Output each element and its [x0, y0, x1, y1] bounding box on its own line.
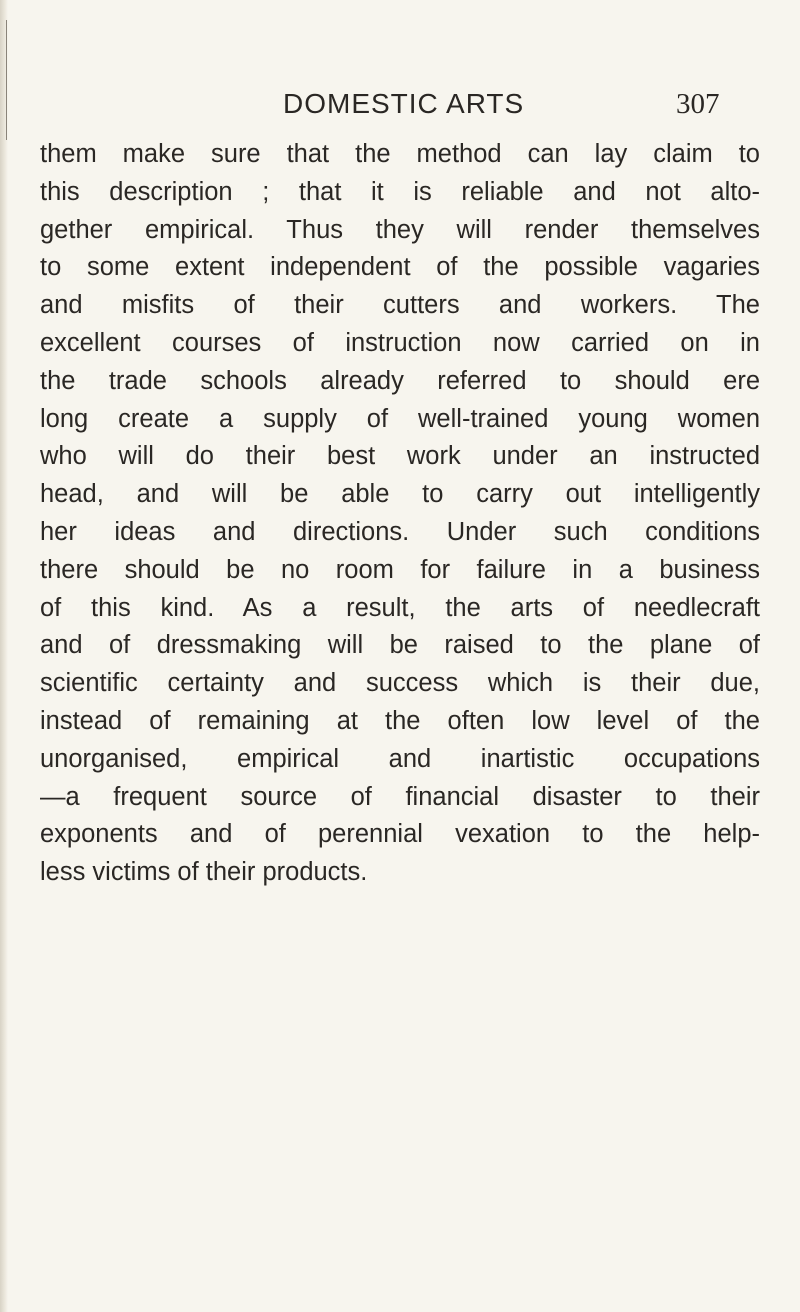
- text-line: less victims of their products.: [40, 858, 368, 887]
- text-line: long create a supply of well-trained young women: [40, 404, 760, 433]
- text-line: who will do their best work under an instructed: [40, 442, 760, 471]
- text-line: this description ; that it is reliable and not alto-: [40, 177, 760, 206]
- text-line: head, and will be able to carry out intelligently: [40, 480, 760, 509]
- text-line: —a frequent source of financial disaster to their: [40, 782, 760, 811]
- running-title: DOMESTIC ARTS: [283, 88, 525, 119]
- text-line: to some extent independent of the possible vagaries: [40, 253, 760, 282]
- text-line: and of dressmaking will be raised to the plane of: [40, 631, 760, 660]
- text-line: her ideas and directions. Under such conditions: [40, 517, 760, 546]
- text-line: exponents and of perennial vexation to the help-: [40, 820, 760, 849]
- text-line: and misfits of their cutters and workers. The: [40, 291, 760, 320]
- page-edge: [0, 0, 8, 1312]
- text-line: gether empirical. Thus they will render themselves: [40, 215, 760, 244]
- page-number: 307: [676, 88, 720, 120]
- text-line: the trade schools already referred to should ere: [40, 366, 760, 395]
- text-line: instead of remaining at the often low level of the: [40, 706, 760, 735]
- text-line: there should be no room for failure in a business: [40, 555, 760, 584]
- body-paragraph: [40, 136, 760, 892]
- text-line: them make sure that the method can lay claim to: [40, 140, 760, 168]
- text-line: excellent courses of instruction now carried on in: [40, 328, 760, 357]
- text-line: of this kind. As a result, the arts of needlecraft: [40, 593, 760, 622]
- text-line: scientific certainty and success which is their due,: [40, 669, 760, 698]
- running-head: [0, 86, 800, 126]
- text-line: unorganised, empirical and inartistic occupations: [40, 744, 760, 773]
